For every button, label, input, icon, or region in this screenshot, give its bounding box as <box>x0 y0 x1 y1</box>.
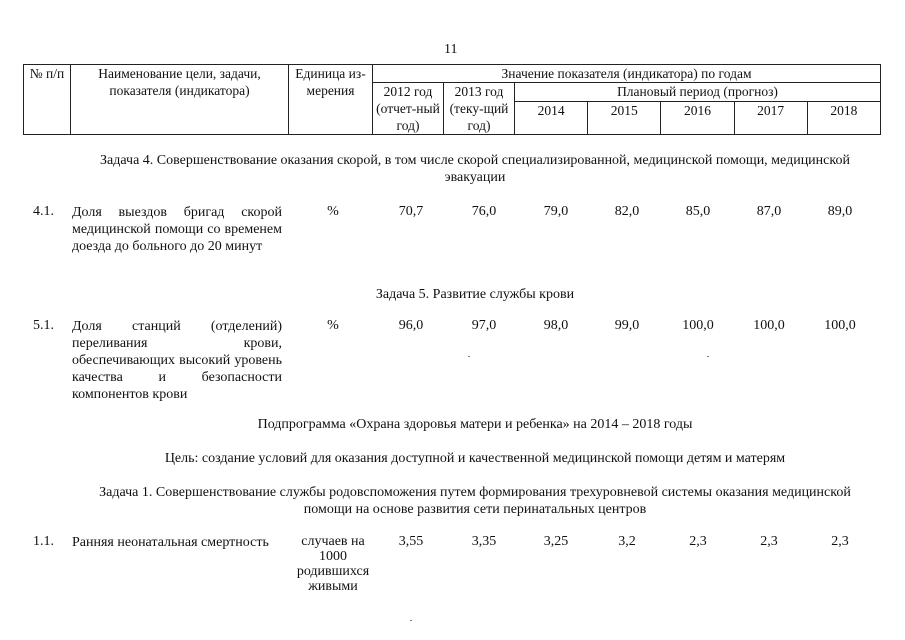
row-5-1-value-2018: 100,0 <box>824 318 856 333</box>
row-5-1-number: 5.1. <box>33 318 54 333</box>
row-5-1-value-2014: 98,0 <box>543 318 569 333</box>
row-1-1-value-2018: 2,3 <box>831 534 849 549</box>
row-1-1-value-2013: 3,35 <box>471 534 497 549</box>
header-2013: 2013 год (теку-щий год) <box>444 83 515 135</box>
row-4-1-value-2018: 89,0 <box>827 204 853 219</box>
row-5-1-value-2016: 100,0 <box>682 318 714 333</box>
header-year-2015: 2015 <box>588 102 661 135</box>
row-1-1-value-2012: 3,55 <box>398 534 424 549</box>
row-4-1-value-2014: 79,0 <box>543 204 569 219</box>
page-number: 11 <box>444 42 458 57</box>
row-1-1-value-2017: 2,3 <box>760 534 778 549</box>
header-values: Значение показателя (индикатора) по годам <box>373 65 881 83</box>
row-5-1-value-2017: 100,0 <box>753 318 785 333</box>
row-4-1-value-2015: 82,0 <box>614 204 640 219</box>
row-5-1-value-2015: 99,0 <box>614 318 640 333</box>
header-year-2014: 2014 <box>515 102 588 135</box>
subprogram-title: Подпрограмма «Охрана здоровья матери и ребенка» на 2014 – 2018 годы <box>257 417 693 432</box>
row-5-1-value-2012: 96,0 <box>398 318 424 333</box>
row-4-1-value-2013: 76,0 <box>471 204 497 219</box>
header-plan: Плановый период (прогноз) <box>515 83 881 102</box>
scan-speck <box>468 356 470 357</box>
row-5-1-value-2013: 97,0 <box>471 318 497 333</box>
table-header <box>23 64 881 135</box>
row-4-1-unit: % <box>327 204 339 219</box>
task-1-title: Задача 1. Совершенствование службы родовспоможения путем формирования трехуровневой системы оказания медицинской помощи на основе развития сети перинатальных центров <box>99 485 851 517</box>
row-4-1-number: 4.1. <box>33 204 54 219</box>
task-4-title: Задача 4. Совершенствование оказания скорой, в том числе скорой специализированной, медицинской помощи, медицинской эвакуации <box>100 153 850 185</box>
row-1-1-number: 1.1. <box>33 534 54 549</box>
row-4-1-value-2016: 85,0 <box>685 204 711 219</box>
row-5-1-unit: % <box>327 318 339 333</box>
scan-speck <box>707 356 709 357</box>
row-5-1-name: Доля станций (отделений) переливания крови, обеспечивающих высокий уровень качества и безопасности компонентов крови <box>72 319 282 402</box>
row-4-1-value-2017: 87,0 <box>756 204 782 219</box>
row-1-1-name: Ранняя неонатальная смертность <box>72 535 269 550</box>
row-1-1-value-2015: 3,2 <box>618 534 636 549</box>
header-year-2018: 2018 <box>807 102 880 135</box>
header-name: Наименование цели, задачи, показателя (индикатора) <box>71 65 289 135</box>
row-1-1-value-2016: 2,3 <box>689 534 707 549</box>
row-4-1-name: Доля выездов бригад скорой медицинской помощи со временем доезда до больного до 20 минут <box>72 205 282 254</box>
subprogram-goal: Цель: создание условий для оказания доступной и качественной медицинской помощи детям и матерям <box>164 451 786 466</box>
row-4-1-value-2012: 70,7 <box>398 204 424 219</box>
header-unit: Единица из-мерения <box>289 65 373 135</box>
row-1-1-value-2014: 3,25 <box>543 534 569 549</box>
header-year-2016: 2016 <box>661 102 734 135</box>
task-5-title: Задача 5. Развитие службы крови <box>375 287 575 302</box>
header-num: № п/п <box>24 65 71 135</box>
row-1-1-unit: случаев на 1000 родившихся живыми <box>296 534 370 594</box>
header-year-2017: 2017 <box>734 102 807 135</box>
header-2012: 2012 год (отчет-ный год) <box>373 83 444 135</box>
scan-speck <box>410 620 412 621</box>
